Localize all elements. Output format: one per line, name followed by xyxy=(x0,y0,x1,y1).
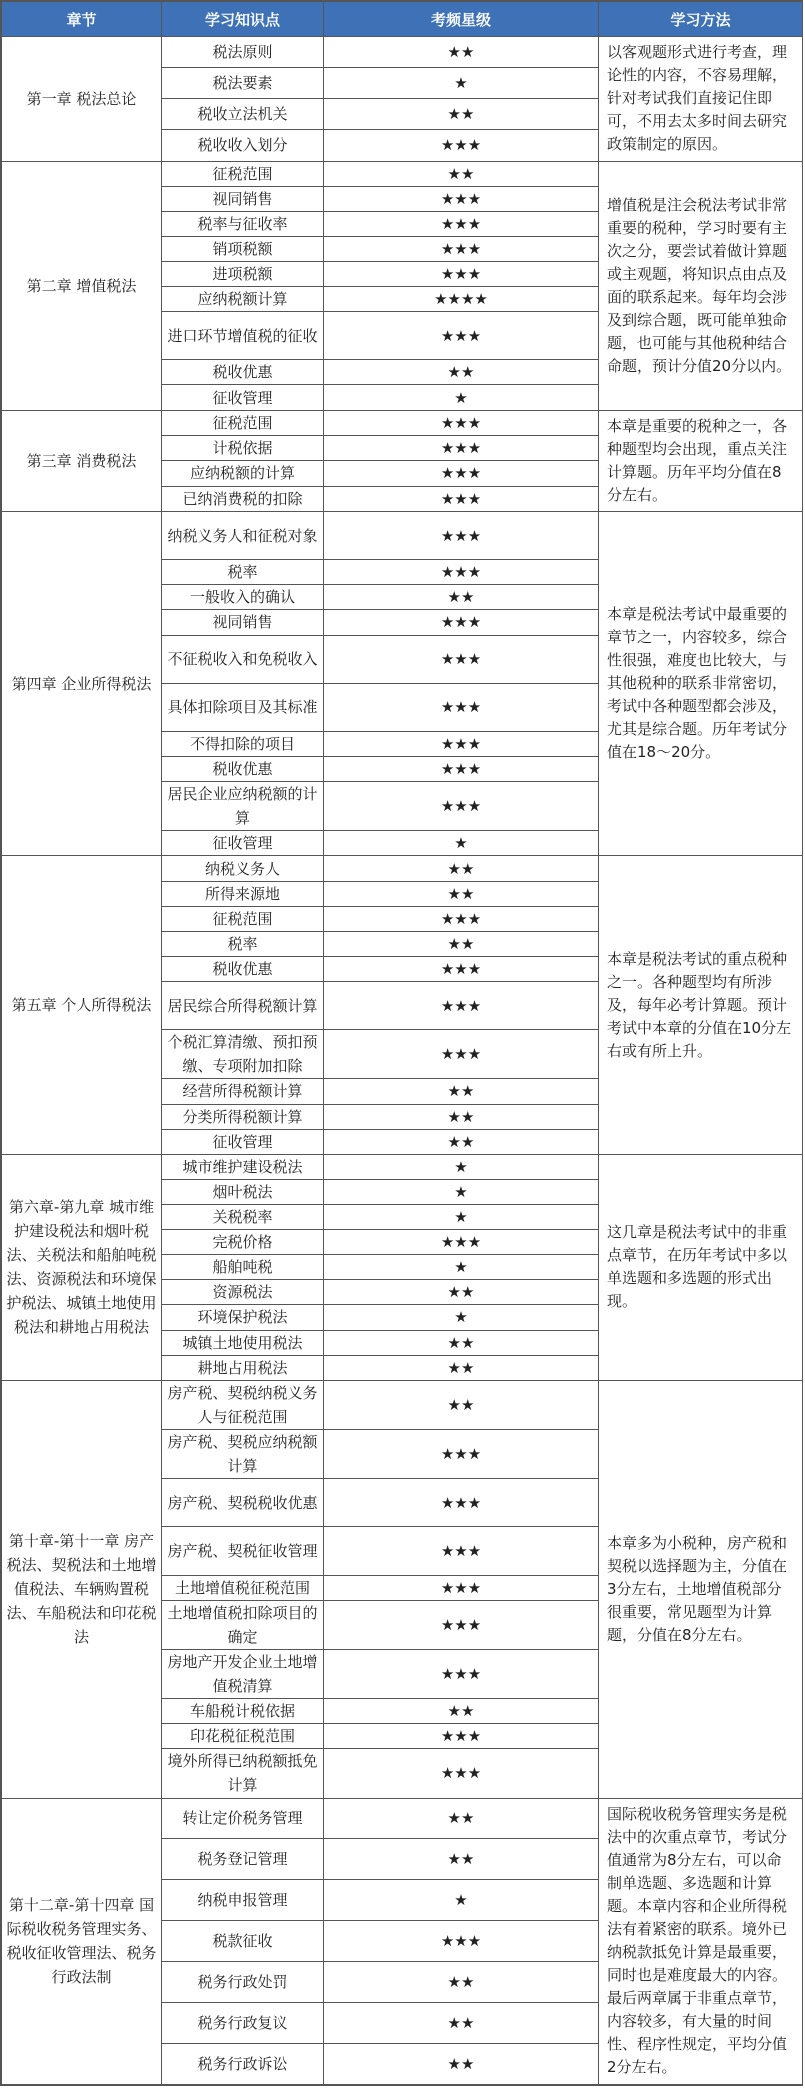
topic-cell: 视同销售 xyxy=(162,610,324,635)
chapter-name: 第三章 消费税法 xyxy=(2,410,162,511)
star-rating: ★★★ xyxy=(324,435,599,460)
star-rating: ★★★ xyxy=(324,1429,599,1478)
topic-cell: 进项税额 xyxy=(162,261,324,286)
star-rating: ★★★ xyxy=(324,312,599,360)
topic-cell: 应纳税额计算 xyxy=(162,287,324,312)
star-rating: ★★ xyxy=(324,1962,599,2003)
star-rating: ★★★ xyxy=(324,635,599,683)
star-rating: ★★★ xyxy=(324,486,599,511)
chapter-name: 第四章 企业所得税法 xyxy=(2,512,162,856)
star-rating: ★★★ xyxy=(324,261,599,286)
table-row xyxy=(2,1154,803,1179)
topic-cell: 税务行政诉讼 xyxy=(162,2043,324,2084)
table-row xyxy=(2,512,803,560)
header-method: 学习方法 xyxy=(599,2,803,37)
topic-cell: 不征税收入和免税收入 xyxy=(162,635,324,683)
topic-cell: 税务登记管理 xyxy=(162,1839,324,1880)
topic-cell: 转让定价税务管理 xyxy=(162,1798,324,1839)
topic-cell: 具体扣除项目及其标准 xyxy=(162,683,324,731)
topic-cell: 资源税法 xyxy=(162,1280,324,1305)
star-rating: ★★★ xyxy=(324,906,599,931)
topic-cell: 分类所得税额计算 xyxy=(162,1104,324,1129)
chapter-name: 第十二章-第十四章 国际税收税务管理实务、税收征收管理法、税务行政法制 xyxy=(2,1798,162,2085)
star-rating: ★★ xyxy=(324,1798,599,1839)
table-row xyxy=(2,410,803,435)
star-rating: ★★★ xyxy=(324,1724,599,1749)
topic-cell: 计税依据 xyxy=(162,435,324,460)
star-rating: ★★★ xyxy=(324,1921,599,1962)
star-rating: ★★ xyxy=(324,1330,599,1355)
topic-cell: 不得扣除的项目 xyxy=(162,731,324,756)
topic-cell: 税率与征收率 xyxy=(162,211,324,236)
star-rating: ★★★ xyxy=(324,757,599,782)
topic-cell: 征税范围 xyxy=(162,410,324,435)
topic-cell: 税率 xyxy=(162,931,324,956)
topic-cell: 视同销售 xyxy=(162,186,324,211)
star-rating: ★★ xyxy=(324,360,599,385)
topic-cell: 税款征收 xyxy=(162,1921,324,1962)
star-rating: ★★ xyxy=(324,1699,599,1724)
star-rating: ★★★ xyxy=(324,1479,599,1527)
star-rating: ★★★ xyxy=(324,236,599,261)
table-header-row xyxy=(2,2,803,37)
topic-cell: 征收管理 xyxy=(162,385,324,410)
topic-cell: 应纳税额的计算 xyxy=(162,461,324,486)
star-rating: ★ xyxy=(324,1305,599,1330)
table-row xyxy=(2,1380,803,1429)
star-rating: ★★ xyxy=(324,1280,599,1305)
topic-cell: 税务行政处罚 xyxy=(162,1962,324,2003)
star-rating: ★★★ xyxy=(324,560,599,585)
topic-cell: 纳税义务人 xyxy=(162,856,324,881)
star-rating: ★ xyxy=(324,831,599,856)
chapter-name: 第十章-第十一章 房产税法、契税法和土地增值税法、车辆购置税法、车船税法和印花税法 xyxy=(2,1380,162,1798)
star-rating: ★★ xyxy=(324,931,599,956)
study-method: 本章是税法考试的重点税种之一。各种题型均有所涉及，每年必考计算题。预计考试中本章的分值在10分左右或有所上升。 xyxy=(599,856,803,1154)
star-rating: ★★ xyxy=(324,1839,599,1880)
study-method: 本章是税法考试中最重要的章节之一，内容较多，综合性很强，难度也比较大，与其他税种的联系非常密切，考试中各种题型都会涉及，尤其是综合题。历年考试分值在18～20分。 xyxy=(599,512,803,856)
topic-cell: 印花税征税范围 xyxy=(162,1724,324,1749)
star-rating: ★★★ xyxy=(324,1030,599,1079)
star-rating: ★★ xyxy=(324,2002,599,2043)
header-chapter: 章节 xyxy=(2,2,162,37)
star-rating: ★★★ xyxy=(324,982,599,1030)
star-rating: ★★★ xyxy=(324,1649,599,1698)
table-row xyxy=(2,856,803,881)
topic-cell: 房产税、契税税收优惠 xyxy=(162,1479,324,1527)
topic-cell: 车船税计税依据 xyxy=(162,1699,324,1724)
topic-cell: 销项税额 xyxy=(162,236,324,261)
star-rating: ★★★ xyxy=(324,130,599,161)
topic-cell: 已纳消费税的扣除 xyxy=(162,486,324,511)
star-rating: ★★ xyxy=(324,1355,599,1380)
table-row xyxy=(2,1798,803,1839)
chapter-name: 第六章-第九章 城市维护建设税法和烟叶税法、关税法和船舶吨税法、资源税法和环境保护税法、城镇土地使用税法和耕地占用税法 xyxy=(2,1154,162,1380)
topic-cell: 纳税义务人和征税对象 xyxy=(162,512,324,560)
topic-cell: 境外所得已纳税额抵免计算 xyxy=(162,1749,324,1798)
topic-cell: 房地产开发企业土地增值税清算 xyxy=(162,1649,324,1698)
topic-cell: 房产税、契税纳税义务人与征税范围 xyxy=(162,1380,324,1429)
star-rating: ★★★ xyxy=(324,211,599,236)
topic-cell: 经营所得税额计算 xyxy=(162,1079,324,1104)
star-rating: ★★★ xyxy=(324,410,599,435)
star-rating: ★★ xyxy=(324,881,599,906)
star-rating: ★★★ xyxy=(324,1527,599,1575)
star-rating: ★ xyxy=(324,1179,599,1204)
star-rating: ★★★ xyxy=(324,683,599,731)
topic-cell: 税法要素 xyxy=(162,68,324,99)
star-rating: ★ xyxy=(324,1255,599,1280)
star-rating: ★ xyxy=(324,385,599,410)
header-stars: 考频星级 xyxy=(324,2,599,37)
star-rating: ★★★ xyxy=(324,610,599,635)
study-method: 以客观题形式进行考查，理论性的内容，不容易理解，针对考试我们直接记住即可，不用去太多时间去研究政策制定的原因。 xyxy=(599,37,803,162)
star-rating: ★★ xyxy=(324,1380,599,1429)
topic-cell: 一般收入的确认 xyxy=(162,585,324,610)
star-rating: ★★★ xyxy=(324,956,599,981)
star-rating: ★★ xyxy=(324,1129,599,1154)
star-rating: ★★ xyxy=(324,585,599,610)
star-rating: ★★ xyxy=(324,161,599,186)
topic-cell: 烟叶税法 xyxy=(162,1179,324,1204)
table-row xyxy=(2,37,803,68)
star-rating: ★★★ xyxy=(324,1575,599,1600)
topic-cell: 居民综合所得税额计算 xyxy=(162,982,324,1030)
topic-cell: 税收优惠 xyxy=(162,956,324,981)
topic-cell: 房产税、契税征收管理 xyxy=(162,1527,324,1575)
topic-cell: 所得来源地 xyxy=(162,881,324,906)
study-method: 国际税收税务管理实务是税法中的次重点章节，考试分值通常为8分左右，可以命制单选题、多选题和计算题。本章内容和企业所得税法有着紧密的联系。境外已纳税款抵免计算是最重要，同时也是难度最大的内容。最后两章属于非重点章节，内容较多，有大量的时间性、程序性规定，平均分值2分左右。 xyxy=(599,1798,803,2085)
topic-cell: 税收优惠 xyxy=(162,757,324,782)
study-method: 这几章是税法考试中的非重点章节，在历年考试中多以单选题和多选题的形式出现。 xyxy=(599,1154,803,1380)
star-rating: ★★★ xyxy=(324,512,599,560)
star-rating: ★★★ xyxy=(324,461,599,486)
study-method: 增值税是注会税法考试非常重要的税种，学习时要有主次之分，要尝试着做计算题或主观题，将知识点由点及面的联系起来。每年均会涉及到综合题，既可能单独命题，也可能与其他税种结合命题，预计分值20分以内。 xyxy=(599,161,803,410)
topic-cell: 税收收入划分 xyxy=(162,130,324,161)
star-rating: ★★★ xyxy=(324,186,599,211)
topic-cell: 城市维护建设税法 xyxy=(162,1154,324,1179)
chapter-name: 第五章 个人所得税法 xyxy=(2,856,162,1154)
star-rating: ★★★★ xyxy=(324,287,599,312)
star-rating: ★★ xyxy=(324,37,599,68)
topic-cell: 土地增值税扣除项目的确定 xyxy=(162,1600,324,1649)
topic-cell: 税务行政复议 xyxy=(162,2002,324,2043)
star-rating: ★★ xyxy=(324,856,599,881)
topic-cell: 征收管理 xyxy=(162,831,324,856)
topic-cell: 完税价格 xyxy=(162,1230,324,1255)
table-body xyxy=(2,37,803,2085)
topic-cell: 居民企业应纳税额的计算 xyxy=(162,782,324,831)
study-method: 本章是重要的税种之一，各种题型均会出现，重点关注计算题。历年平均分值在8分左右。 xyxy=(599,410,803,511)
star-rating: ★ xyxy=(324,1880,599,1921)
topic-cell: 纳税申报管理 xyxy=(162,1880,324,1921)
chapter-name: 第一章 税法总论 xyxy=(2,37,162,162)
star-rating: ★★★ xyxy=(324,731,599,756)
star-rating: ★★★ xyxy=(324,1600,599,1649)
star-rating: ★ xyxy=(324,1204,599,1229)
topic-cell: 税收优惠 xyxy=(162,360,324,385)
star-rating: ★★ xyxy=(324,1079,599,1104)
topic-cell: 税率 xyxy=(162,560,324,585)
chapter-name: 第二章 增值税法 xyxy=(2,161,162,410)
star-rating: ★★★ xyxy=(324,1749,599,1798)
topic-cell: 个税汇算清缴、预扣预缴、专项附加扣除 xyxy=(162,1030,324,1079)
topic-cell: 税收立法机关 xyxy=(162,99,324,130)
table-row xyxy=(2,161,803,186)
topic-cell: 船舶吨税 xyxy=(162,1255,324,1280)
topic-cell: 耕地占用税法 xyxy=(162,1355,324,1380)
topic-cell: 环境保护税法 xyxy=(162,1305,324,1330)
star-rating: ★ xyxy=(324,1154,599,1179)
topic-cell: 征税范围 xyxy=(162,161,324,186)
topic-cell: 征税范围 xyxy=(162,906,324,931)
header-topic: 学习知识点 xyxy=(162,2,324,37)
study-plan-table xyxy=(1,1,803,2085)
topic-cell: 城镇土地使用税法 xyxy=(162,1330,324,1355)
study-method: 本章多为小税种，房产税和契税以选择题为主，分值在3分左右，土地增值税部分很重要，常见题型为计算题，分值在8分左右。 xyxy=(599,1380,803,1798)
topic-cell: 进口环节增值税的征收 xyxy=(162,312,324,360)
topic-cell: 关税税率 xyxy=(162,1204,324,1229)
star-rating: ★ xyxy=(324,68,599,99)
topic-cell: 征收管理 xyxy=(162,1129,324,1154)
star-rating: ★★ xyxy=(324,1104,599,1129)
star-rating: ★★ xyxy=(324,99,599,130)
topic-cell: 房产税、契税应纳税额计算 xyxy=(162,1429,324,1478)
topic-cell: 税法原则 xyxy=(162,37,324,68)
topic-cell: 土地增值税征税范围 xyxy=(162,1575,324,1600)
star-rating: ★★ xyxy=(324,2043,599,2084)
star-rating: ★★★ xyxy=(324,782,599,831)
star-rating: ★★★ xyxy=(324,1230,599,1255)
